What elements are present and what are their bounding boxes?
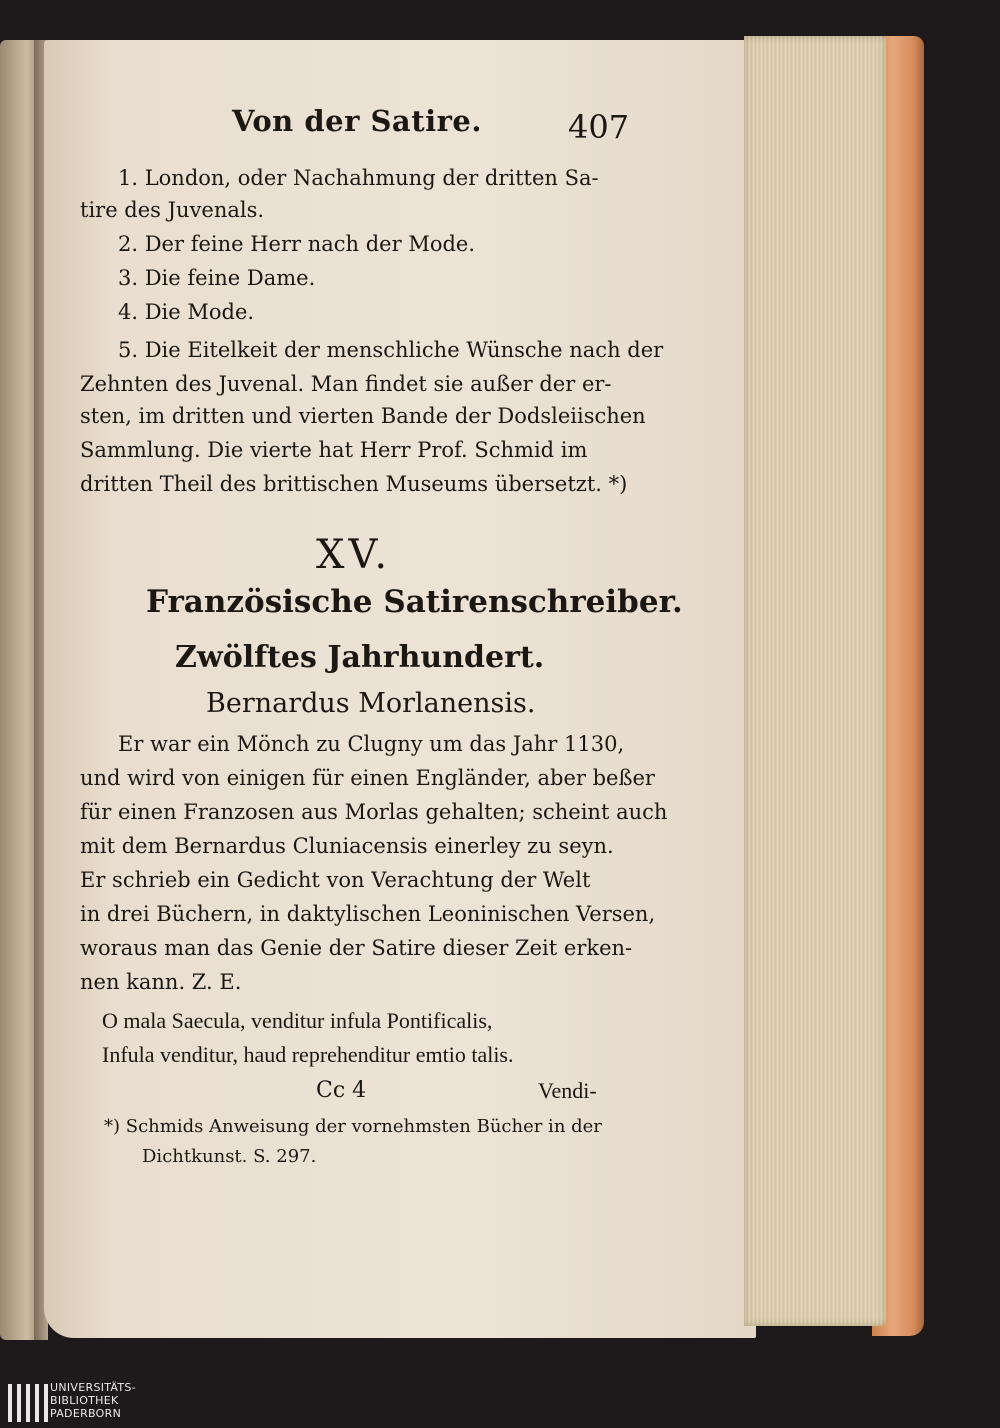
library-name-line: UNIVERSITÄTS- (50, 1381, 136, 1394)
paragraph-line: Er war ein Mönch zu Clugny um das Jahr 1130, (118, 732, 625, 756)
list-line: Sammlung. Die vierte hat Herr Prof. Schmid im (80, 438, 588, 462)
library-name-line: BIBLIOTHEK (50, 1394, 119, 1407)
list-line: Zehnten des Juvenal. Man findet sie außer der er- (80, 372, 612, 396)
signature-mark: Cc 4 (316, 1078, 367, 1103)
library-name-line: PADERBORN (50, 1407, 122, 1420)
paragraph-line: Er schrieb ein Gedicht von Verachtung der Welt (80, 868, 591, 892)
paragraph-line: mit dem Bernardus Cluniacensis einerley zu seyn. (80, 834, 614, 858)
author-heading: Bernardus Morlanensis. (206, 688, 536, 719)
library-logo-icon (8, 1384, 48, 1422)
footnote-line: *) Schmids Anweisung der vornehmsten Bücher in der (104, 1116, 602, 1137)
catchword: Vendi- (538, 1078, 597, 1103)
list-line: 2. Der feine Herr nach der Mode. (118, 232, 476, 256)
section-title: Französische Satirenschreiber. (146, 584, 683, 620)
verse-line: O mala Saecula, venditur infula Pontificalis, (102, 1008, 493, 1033)
paragraph-line: für einen Franzosen aus Morlas gehalten; scheint auch (80, 800, 668, 824)
page-block-edges (744, 36, 886, 1326)
section-number: XV. (316, 532, 392, 578)
page-number: 407 (568, 108, 630, 146)
footnote-line: Dichtkunst. S. 297. (142, 1146, 317, 1167)
list-line: 3. Die feine Dame. (118, 266, 316, 290)
list-line: 4. Die Mode. (118, 300, 255, 324)
running-title: Von der Satire. (232, 104, 482, 138)
list-line: 5. Die Eitelkeit der menschliche Wünsche nach der (118, 338, 664, 362)
library-name (50, 1381, 136, 1420)
list-line: dritten Theil des brittischen Museums übersetzt. *) (80, 472, 628, 496)
list-line: tire des Juvenals. (80, 198, 265, 222)
library-footer (0, 1378, 1000, 1428)
facing-page-edge (0, 40, 38, 1340)
verse-line: Infula venditur, haud reprehenditur emtio talis. (102, 1042, 514, 1067)
section-subtitle: Zwölftes Jahrhundert. (175, 640, 545, 675)
paragraph-line: und wird von einigen für einen Engländer, aber beßer (80, 766, 655, 790)
list-line: 1. London, oder Nachahmung der dritten Sa- (118, 166, 599, 190)
paragraph-line: nen kann. Z. E. (80, 970, 242, 994)
paragraph-line: woraus man das Genie der Satire dieser Zeit erken- (80, 936, 633, 960)
paragraph-line: in drei Büchern, in daktylischen Leoninischen Versen, (80, 902, 656, 926)
list-line: sten, im dritten und vierten Bande der Dodsleiischen (80, 404, 646, 428)
